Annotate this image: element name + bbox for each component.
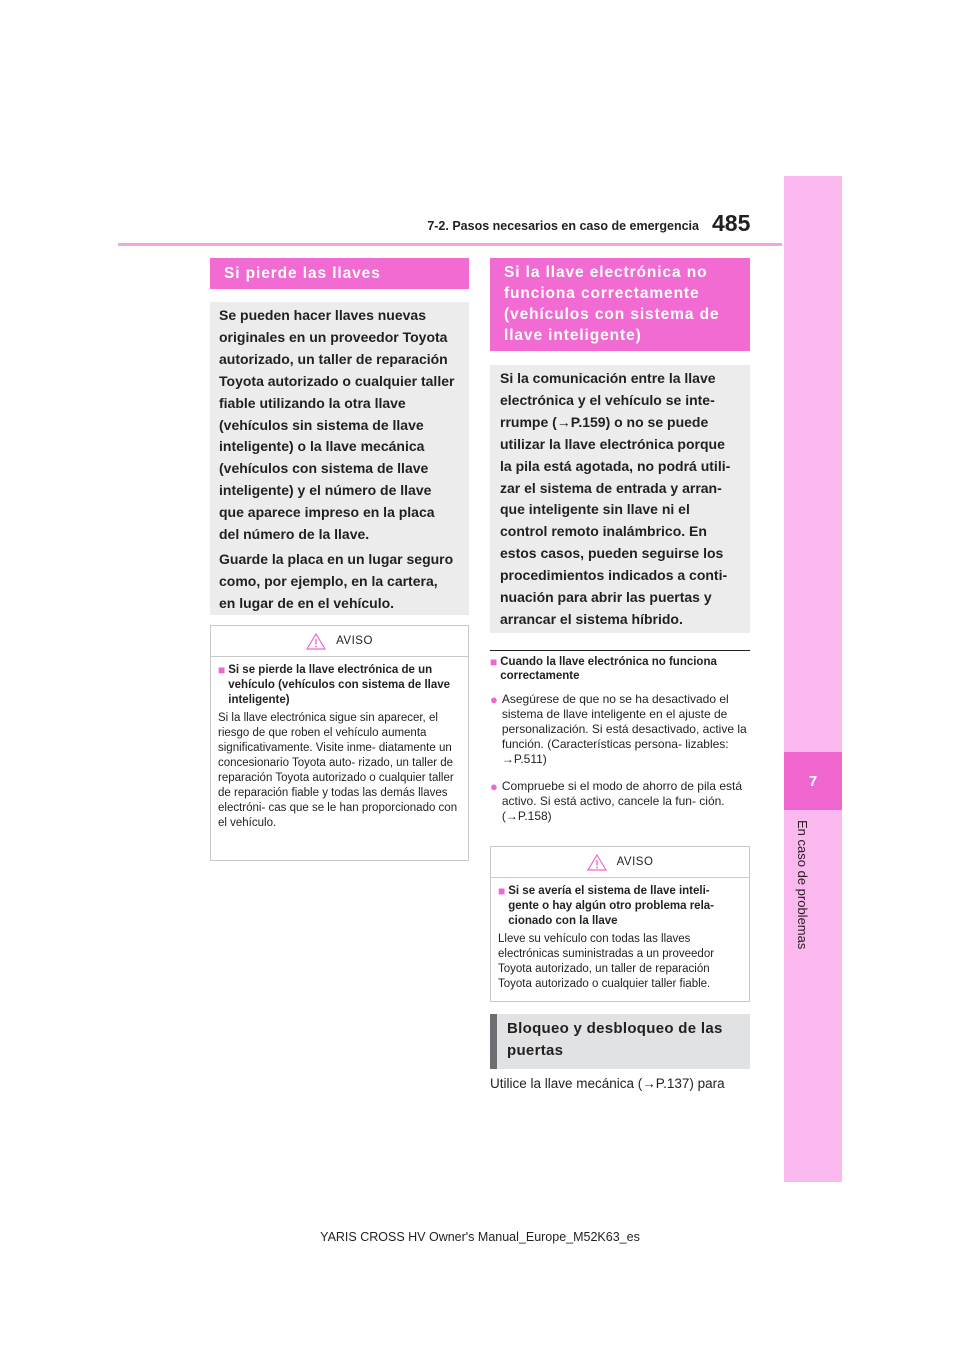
square-bullet-icon: ■ bbox=[490, 655, 498, 669]
subsection-title-text: Cuando la llave electrónica no funciona correctamente bbox=[500, 656, 717, 682]
lost-keys-paragraph-1: Se pueden hacer llaves nuevas originales en un proveedor Toyota autorizado, un taller de reparación Toyota autorizado o cualquier taller fiable utilizando la otra llave (vehículos sin sistema de llave inteligente) o la llave mecánica (vehículos con sistema de llave inteligente) y el número de llave que aparece impreso en la placa del número de la llave. bbox=[219, 307, 455, 543]
caution-heading: AVISO bbox=[336, 634, 373, 647]
section-title-lost-keys: Si pierde las llaves bbox=[210, 258, 469, 289]
key-malfunction-info-box bbox=[490, 365, 750, 633]
caution-item-title bbox=[218, 663, 461, 708]
section-title-door-locking: Bloqueo y desbloqueo de las puertas bbox=[490, 1014, 750, 1069]
page-number: 485 bbox=[712, 210, 751, 236]
bullet-item-text: Asegúrese de que no se ha desactivado el sistema de llave inteligente en el ajuste de personalización. Si está desactivado, active la función. (Características persona- lizables: →P.511) bbox=[501, 692, 747, 766]
caution-header bbox=[498, 847, 742, 877]
caution-divider bbox=[491, 877, 749, 878]
key-malfunction-paragraph: Si la comunicación entre la llave electrónica y el vehículo se inte- rrumpe (→P.159) o no se puede utilizar la llave electrónica porque la pila está agotada, no podrá utili- zar el sistema de entrada y arran- que inteligente sin llave ni el control remoto inalámbrico. En estos casos, pueden seguirse los procedimientos indicados a conti- nuación para abrir las puertas y arrancar el sistema híbrido. bbox=[500, 370, 731, 627]
body-text-line: Utilice la llave mecánica (→P.137) para bbox=[490, 1076, 725, 1091]
caution-box-lost-key bbox=[210, 625, 469, 861]
bullet-item bbox=[490, 692, 750, 767]
caution-header bbox=[218, 626, 461, 656]
bullet-item-text: Compruebe si el modo de ahorro de pila está activo. Si está activo, cancele la fun- ción. (→P.158) bbox=[501, 779, 742, 823]
bullet-item bbox=[490, 779, 750, 824]
chapter-number-tab: 7 bbox=[784, 752, 842, 810]
caution-item-text: Si la llave electrónica sigue sin aparecer, el riesgo de que roben el vehículo aumenta significativamente. Visite inme- diatamente un concesionario Toyota auto- rizado, un taller de reparación Toyota autorizado o cualquier taller de reparación fiable y todas las demás llaves electróni- cas que se le han proporcionado con el vehículo. bbox=[218, 712, 458, 829]
caution-box-smart-key bbox=[490, 846, 750, 1002]
warning-triangle-icon bbox=[306, 633, 326, 650]
caution-item-title bbox=[498, 884, 742, 929]
caution-heading: AVISO bbox=[616, 855, 654, 868]
footer-manual-name: YARIS CROSS HV Owner's Manual_Europe_M52K63_es bbox=[320, 1230, 640, 1244]
chapter-label: En caso de problemas bbox=[795, 820, 810, 950]
caution-item-title-text: Si se pierde la llave electrónica de un vehículo (vehículos con sistema de llave inteligente) bbox=[228, 664, 451, 706]
warning-triangle-icon bbox=[587, 854, 607, 871]
caution-divider bbox=[211, 656, 468, 657]
lost-keys-paragraph-2: Guarde la placa en un lugar seguro como, por ejemplo, en la cartera, en lugar de en el vehículo. bbox=[219, 550, 454, 611]
caution-item-title-text: Si se avería el sistema de llave inteli- gente o hay algún otro problema rela- cionado con la llave bbox=[508, 885, 715, 927]
section-title-key-malfunction: Si la llave electrónica no funciona correctamente (vehículos con sistema de llave inteligente) bbox=[490, 258, 750, 351]
lost-keys-info-box bbox=[210, 302, 469, 615]
subsection-rule bbox=[490, 650, 750, 651]
square-bullet-icon: ■ bbox=[498, 884, 506, 898]
subsection-title bbox=[490, 655, 750, 683]
round-bullet-icon: ● bbox=[490, 779, 498, 794]
header-rule bbox=[118, 243, 782, 246]
section-reference: 7-2. Pasos necesarios en caso de emergencia bbox=[427, 219, 699, 233]
caution-item-text: Lleve su vehículo con todas las llaves electrónicas suministradas a un proveedor Toyota autorizado, un taller de reparación Toyota autorizado o cualquier taller fiable. bbox=[498, 933, 715, 990]
square-bullet-icon: ■ bbox=[218, 663, 226, 677]
round-bullet-icon: ● bbox=[490, 692, 498, 707]
chapter-side-tab bbox=[784, 176, 842, 1182]
